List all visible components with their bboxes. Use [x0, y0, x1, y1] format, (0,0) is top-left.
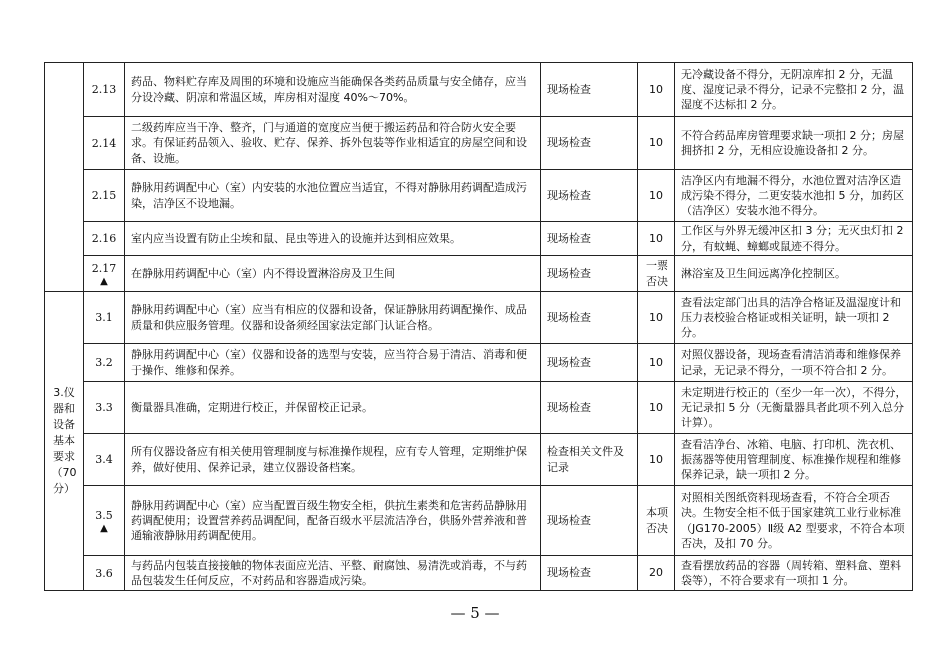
table-row — [45, 382, 913, 434]
check-method: 现场检查 — [541, 556, 638, 591]
requirement-text: 药品、物料贮存库及周围的环境和设施应当能确保各类药品质量与安全储存，应当分设冷藏、阴凉和常温区域，库房相对湿度 40%～70%。 — [125, 63, 541, 117]
table-row — [45, 256, 913, 292]
check-method: 现场检查 — [541, 382, 638, 434]
requirement-text: 静脉用药调配中心（室）仪器和设备的选型与安装，应当符合易于清洁、消毒和便于操作、维修和保养。 — [125, 344, 541, 382]
scoring-standard: 工作区与外界无缓冲区扣 3 分；无灭虫灯扣 2 分，有蚊蝇、蟑螂或鼠迹不得分。 — [675, 222, 913, 256]
item-number: 2.13 — [84, 63, 125, 117]
requirement-text: 静脉用药调配中心（室）内安装的水池位置应当适宜，不得对静脉用药调配造成污染，洁净区不设地漏。 — [125, 170, 541, 222]
score: 10 — [638, 382, 675, 434]
requirement-text: 衡量器具准确，定期进行校正，并保留校正记录。 — [125, 382, 541, 434]
scoring-standard: 查看洁净台、冰箱、电脑、打印机、洗衣机、振荡器等使用管理制度、标准操作规程和维修保养记录，缺一项扣 2 分。 — [675, 434, 913, 486]
item-number: 3.5 ▲ — [84, 486, 125, 556]
check-method: 现场检查 — [541, 170, 638, 222]
requirement-text: 与药品内包装直接接触的物体表面应光洁、平整、耐腐蚀、易清洗或消毒，不与药品包装发生任何反应，不对药品和容器造成污染。 — [125, 556, 541, 591]
table-row — [45, 434, 913, 486]
check-method: 现场检查 — [541, 486, 638, 556]
requirement-text: 在静脉用药调配中心（室）内不得设置淋浴房及卫生间 — [125, 256, 541, 292]
score: 10 — [638, 222, 675, 256]
score: 10 — [638, 292, 675, 344]
score: 10 — [638, 170, 675, 222]
requirement-text: 静脉用药调配中心（室）应当配置百级生物安全柜，供抗生素类和危害药品静脉用药调配使用；设置营养药品调配间，配备百级水平层流洁净台，供肠外营养液和普通输液静脉用药调配使用。 — [125, 486, 541, 556]
score: 10 — [638, 344, 675, 382]
check-method: 现场检查 — [541, 117, 638, 170]
table-row — [45, 117, 913, 170]
score: 10 — [638, 63, 675, 117]
score: 20 — [638, 556, 675, 591]
key-item-mark: ▲ — [100, 522, 108, 534]
item-number: 2.16 — [84, 222, 125, 256]
table-row — [45, 486, 913, 556]
key-item-mark: ▲ — [100, 275, 108, 287]
category-cell-3: 3.仪器和设备基本要求（70分） — [45, 292, 84, 591]
scoring-standard: 查看法定部门出具的洁净合格证及温湿度计和压力表校验合格证或相关证明，缺一项扣 2 分。 — [675, 292, 913, 344]
requirement-text: 二级药库应当干净、整齐，门与通道的宽度应当便于搬运药品和符合防火安全要求。有保证药品领入、验收、贮存、保养、拆外包装等作业相适宜的房屋空间和设备、设施。 — [125, 117, 541, 170]
item-number: 2.14 — [84, 117, 125, 170]
check-method: 现场检查 — [541, 256, 638, 292]
scoring-standard: 无冷藏设备不得分，无阴凉库扣 2 分，无温度、湿度记录不得分，记录不完整扣 2 分，温湿度不达标扣 2 分。 — [675, 63, 913, 117]
scoring-standard: 洁净区内有地漏不得分，水池位置对洁净区造成污染不得分，二更安装水池扣 5 分，加药区（洁净区）安装水池不得分。 — [675, 170, 913, 222]
table-row — [45, 222, 913, 256]
score: 一票否决 — [638, 256, 675, 292]
table-row — [45, 556, 913, 591]
item-number: 3.3 — [84, 382, 125, 434]
check-method: 现场检查 — [541, 344, 638, 382]
table-row — [45, 170, 913, 222]
item-number: 3.1 — [84, 292, 125, 344]
item-number: 3.2 — [84, 344, 125, 382]
item-number: 3.6 — [84, 556, 125, 591]
scoring-standard: 未定期进行校正的（至少一年一次），不得分，无记录扣 5 分（无衡量器具者此项不列入总分计算）。 — [675, 382, 913, 434]
item-number: 2.15 — [84, 170, 125, 222]
score: 10 — [638, 434, 675, 486]
table-row — [45, 344, 913, 382]
check-method: 检查相关文件及记录 — [541, 434, 638, 486]
check-method: 现场检查 — [541, 292, 638, 344]
evaluation-table — [44, 62, 913, 591]
requirement-text: 室内应当设置有防止尘埃和鼠、昆虫等进入的设施并达到相应效果。 — [125, 222, 541, 256]
scoring-standard: 对照仪器设备，现场查看清洁消毒和维修保养记录，无记录不得分，一项不符合扣 2 分。 — [675, 344, 913, 382]
table-row — [45, 63, 913, 117]
score: 本项否决 — [638, 486, 675, 556]
table-row — [45, 292, 913, 344]
score: 10 — [638, 117, 675, 170]
item-number: 2.17 ▲ — [84, 256, 125, 292]
page-number: — 5 — — [450, 604, 500, 622]
scoring-standard: 对照相关图纸资料现场查看，不符合全项否决。生物安全柜不低于国家建筑工业行业标准（JG170-2005）Ⅱ级 A2 型要求，不符合本项否决，及扣 70 分。 — [675, 486, 913, 556]
scoring-standard: 查看摆放药品的容器（周转箱、塑料盒、塑料袋等），不符合要求有一项扣 1 分。 — [675, 556, 913, 591]
check-method: 现场检查 — [541, 222, 638, 256]
requirement-text: 静脉用药调配中心（室）应当有相应的仪器和设备，保证静脉用药调配操作、成品质量和供应服务管理。仪器和设备须经国家法定部门认证合格。 — [125, 292, 541, 344]
scoring-standard: 不符合药品库房管理要求缺一项扣 2 分；房屋拥挤扣 2 分，无相应设施设备扣 2 分。 — [675, 117, 913, 170]
requirement-text: 所有仪器设备应有相关使用管理制度与标准操作规程，应有专人管理，定期维护保养，做好使用、保养记录，建立仪器设备档案。 — [125, 434, 541, 486]
scoring-standard: 淋浴室及卫生间远离净化控制区。 — [675, 256, 913, 292]
category-cell-2 — [45, 63, 84, 292]
check-method: 现场检查 — [541, 63, 638, 117]
item-number: 3.4 — [84, 434, 125, 486]
